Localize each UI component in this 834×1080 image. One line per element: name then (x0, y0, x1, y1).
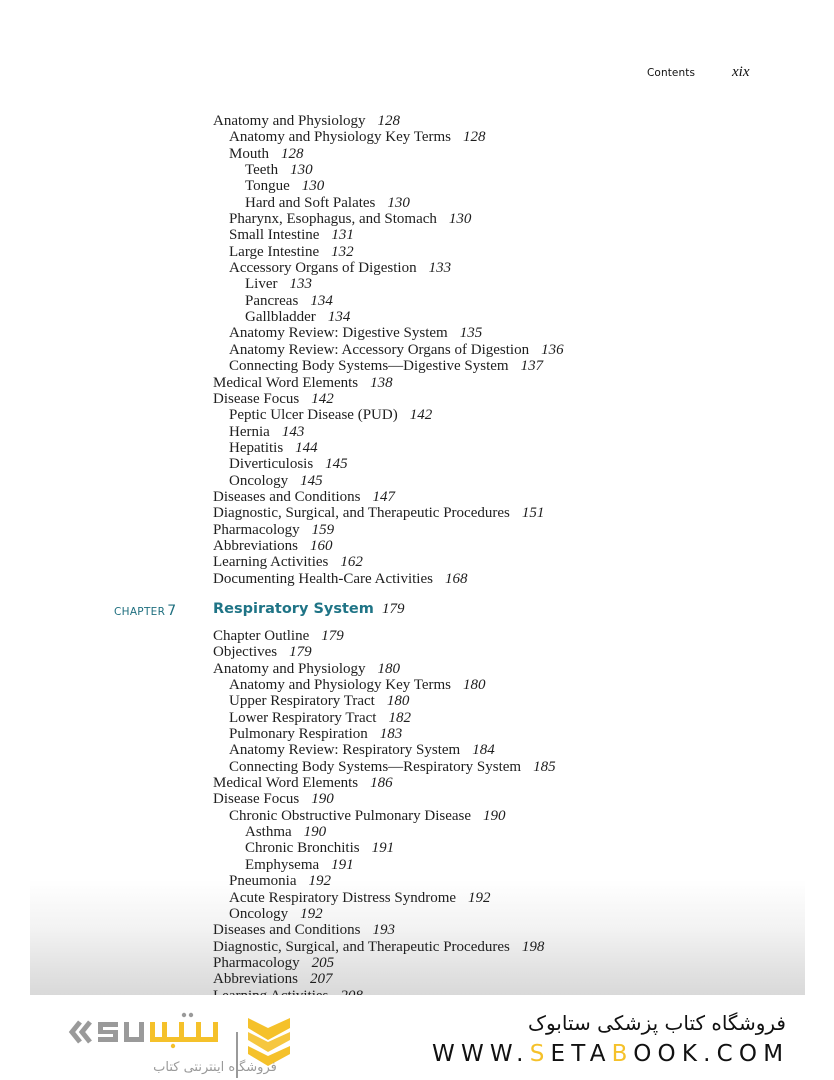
toc-entry-page: 191 (331, 856, 354, 873)
toc-entry[interactable] (213, 922, 773, 938)
toc-entry-page: 180 (463, 677, 486, 694)
toc-entry-title: Pharynx, Esophagus, and Stomach (229, 211, 437, 228)
toc-entry[interactable] (213, 628, 773, 644)
toc-entry[interactable] (213, 424, 773, 440)
toc-entry-title: Anatomy Review: Respiratory System (229, 742, 461, 759)
toc-entry-page: 136 (541, 341, 564, 358)
toc-entry-title: Objectives (213, 644, 278, 661)
toc-list-chapter-6 (213, 113, 773, 587)
toc-entry[interactable] (213, 162, 773, 178)
toc-entry-title: Documenting Health-Care Activities (213, 570, 433, 587)
toc-entry-page: 207 (309, 971, 333, 988)
toc-entry-title: Abbreviations (213, 537, 298, 554)
toc-entry-title: Hard and Soft Palates (245, 194, 376, 211)
toc-entry-page: 179 (321, 628, 344, 644)
toc-entry-page: 142 (311, 390, 334, 407)
toc-entry[interactable] (213, 489, 773, 505)
toc-entry-page: 133 (289, 276, 312, 293)
chapter-title[interactable]: Respiratory System (213, 601, 374, 617)
toc-entry-title: Oncology (229, 905, 289, 922)
toc-entry[interactable] (213, 890, 773, 906)
toc-entry-page: 192 (300, 905, 323, 922)
toc-entry-page: 182 (388, 709, 411, 726)
toc-entry-title: Chronic Obstructive Pulmonary Disease (229, 807, 472, 824)
toc-entry[interactable] (213, 113, 773, 129)
toc-entry-title: Chronic Bronchitis (245, 840, 360, 857)
toc-entry-page: 130 (290, 162, 313, 179)
toc-entry[interactable] (213, 571, 773, 587)
toc-entry[interactable] (213, 857, 773, 873)
toc-entry-page: 193 (372, 922, 395, 939)
toc-entry-title: Tongue (245, 178, 290, 195)
toc-entry[interactable] (213, 129, 773, 145)
toc-entry[interactable] (213, 808, 773, 824)
toc-entry[interactable] (213, 759, 773, 775)
toc-entry[interactable] (213, 742, 773, 758)
toc-entry[interactable] (213, 726, 773, 742)
toc-entry-title: Oncology (229, 472, 289, 489)
toc-entry-title: Large Intestine (229, 243, 320, 260)
toc-entry-title: Anatomy Review: Digestive System (229, 325, 448, 342)
toc-entry-title: Connecting Body Systems—Digestive System (229, 358, 509, 375)
toc-entry[interactable] (213, 644, 773, 660)
toc-entry-title: Diagnostic, Surgical, and Therapeutic Procedures (213, 505, 510, 522)
toc-entry-title: Anatomy Review: Accessory Organs of Digestion (229, 341, 530, 358)
logo-tagline: فروشگاه اینترنتی کتاب (153, 1060, 277, 1075)
toc-entry-page: 159 (311, 521, 335, 538)
store-url[interactable]: WWW.SETABOOK.COM (432, 1041, 790, 1067)
toc-entry[interactable] (213, 260, 773, 276)
toc-entry-title: Emphysema (245, 856, 320, 873)
toc-entry-page: 145 (300, 472, 323, 489)
toc-entry[interactable] (213, 375, 773, 391)
toc-entry-page: 135 (459, 325, 483, 342)
chapter-number: 7 (167, 603, 177, 619)
toc-entry-title: Anatomy and Physiology Key Terms (229, 677, 451, 694)
toc-entry[interactable] (213, 677, 773, 693)
toc-entry-page: 143 (281, 423, 305, 440)
toc-entry-title: Pancreas (245, 292, 299, 309)
chapter-label: CHAPTER 7 (114, 603, 177, 619)
toc-entry-title: Pneumonia (229, 873, 297, 890)
toc-entry[interactable] (213, 971, 773, 987)
toc-entry[interactable] (213, 906, 773, 922)
toc-entry-title: Anatomy and Physiology Key Terms (229, 129, 451, 146)
toc-entry[interactable] (213, 309, 773, 325)
store-name: فروشگاه کتاب پزشکی ستابوک (528, 1011, 786, 1035)
toc-entry[interactable] (213, 661, 773, 677)
toc-entry-title: Pharmacology (213, 954, 300, 971)
toc-entry-page: 130 (387, 194, 410, 211)
toc-entry[interactable] (213, 391, 773, 407)
toc-entry-title: Diseases and Conditions (213, 488, 361, 505)
toc-entry-title: Pharmacology (213, 521, 300, 538)
toc-entry-page: 180 (386, 693, 410, 710)
toc-entry-title: Peptic Ulcer Disease (PUD) (229, 407, 398, 424)
toc-entry[interactable] (213, 505, 773, 521)
toc-entry-title: Diverticulosis (229, 456, 314, 473)
toc-entry-page: 160 (309, 537, 333, 554)
toc-entry-title: Disease Focus (213, 390, 300, 407)
setabook-logo (68, 1010, 338, 1075)
toc-entry[interactable] (213, 955, 773, 971)
toc-entry-page: 162 (340, 554, 363, 571)
toc-entry[interactable] (213, 342, 773, 358)
toc-entry[interactable] (213, 227, 773, 243)
toc-entry-title: Chapter Outline (213, 628, 310, 644)
toc-entry-title: Anatomy and Physiology (213, 660, 366, 677)
toc-entry-page: 205 (311, 954, 335, 971)
toc-entry-page: 190 (483, 807, 506, 824)
toc-entry-page: 144 (295, 439, 318, 456)
toc-entry-page: 192 (468, 889, 491, 906)
toc-entry-title: Connecting Body Systems—Respiratory System (229, 758, 522, 775)
toc-entry-page: 168 (444, 570, 468, 587)
toc-entry-title: Gallbladder (245, 309, 316, 326)
toc-entry-title: Anatomy and Physiology (213, 113, 366, 129)
toc-entry[interactable] (213, 211, 773, 227)
toc-entry-page: 134 (327, 309, 351, 326)
chapter-page-number: 179 (382, 601, 405, 617)
toc-entry-page: 134 (310, 292, 333, 309)
running-head (30, 64, 805, 84)
toc-entry[interactable] (213, 538, 773, 554)
toc-entry[interactable] (213, 824, 773, 840)
running-head-page-number: xix (732, 64, 750, 80)
toc-entry[interactable] (213, 195, 773, 211)
toc-entry-page: 130 (301, 178, 325, 195)
toc-entry[interactable] (213, 146, 773, 162)
toc-entry[interactable] (213, 840, 773, 856)
toc-entry[interactable] (213, 456, 773, 472)
toc-entry-title: Lower Respiratory Tract (229, 709, 377, 726)
toc-entry-title: Diagnostic, Surgical, and Therapeutic Procedures (213, 938, 510, 955)
toc-list-chapter-7 (213, 628, 773, 1004)
toc-entry[interactable] (213, 775, 773, 791)
toc-entry[interactable] (213, 710, 773, 726)
toc-entry-page: 142 (409, 407, 433, 424)
toc-entry[interactable] (213, 554, 773, 570)
toc-entry-title: Teeth (245, 162, 279, 179)
toc-entry-title: Small Intestine (229, 227, 320, 244)
toc-entry[interactable] (213, 693, 773, 709)
toc-entry-title: Mouth (229, 145, 270, 162)
toc-entry-page: 151 (521, 505, 545, 522)
toc-entry-page: 128 (281, 145, 304, 162)
toc-entry-title: Medical Word Elements (213, 775, 359, 792)
toc-entry[interactable] (213, 440, 773, 456)
toc-entry-page: 145 (325, 456, 348, 473)
toc-entry-page: 183 (379, 726, 403, 743)
toc-entry-title: Upper Respiratory Tract (229, 693, 375, 710)
toc-entry-page: 186 (370, 775, 393, 792)
book-page (30, 0, 805, 995)
chapter-heading[interactable] (30, 601, 805, 621)
toc-entry[interactable] (213, 325, 773, 341)
toc-entry-page: 147 (372, 488, 395, 505)
toc-entry-page: 191 (371, 840, 395, 857)
toc-entry-page: 180 (377, 660, 400, 677)
toc-entry[interactable] (213, 358, 773, 374)
toc-entry-page: 128 (463, 129, 486, 146)
toc-entry[interactable] (213, 939, 773, 955)
toc-entry-page: 130 (448, 211, 472, 228)
toc-entry-title: Asthma (245, 824, 292, 841)
toc-entry-page: 133 (428, 260, 452, 277)
toc-entry-page: 179 (289, 644, 312, 661)
toc-entry[interactable] (213, 473, 773, 489)
toc-entry-page: 198 (521, 938, 545, 955)
toc-entry-page: 192 (308, 873, 331, 890)
toc-entry[interactable] (213, 293, 773, 309)
toc-entry-title: Abbreviations (213, 971, 298, 988)
toc-entry-title: Hepatitis (229, 439, 284, 456)
toc-entry[interactable] (213, 178, 773, 194)
toc-entry-page: 137 (520, 358, 544, 375)
running-head-title: Contents (647, 67, 696, 79)
toc-entry-title: Diseases and Conditions (213, 922, 361, 939)
toc-entry-page: 184 (472, 742, 495, 759)
toc-entry[interactable] (213, 276, 773, 292)
toc-entry[interactable] (213, 791, 773, 807)
toc-entry-title: Hernia (229, 423, 270, 440)
watermark-banner (0, 995, 834, 1080)
toc-entry-title: Acute Respiratory Distress Syndrome (229, 889, 457, 906)
toc-entry[interactable] (213, 244, 773, 260)
toc-entry-page: 190 (311, 791, 334, 808)
toc-entry[interactable] (213, 522, 773, 538)
toc-entry-title: Learning Activities (213, 554, 329, 571)
toc-entry-title: Medical Word Elements (213, 374, 359, 391)
toc-entry-page: 190 (303, 824, 327, 841)
toc-entry-page: 131 (331, 227, 354, 244)
toc-entry-page: 138 (370, 374, 393, 391)
toc-entry[interactable] (213, 873, 773, 889)
toc-entry-page: 128 (377, 113, 400, 129)
toc-entry[interactable] (213, 407, 773, 423)
toc-entry-page: 185 (533, 758, 556, 775)
toc-entry-page: 132 (331, 243, 354, 260)
toc-entry-title: Pulmonary Respiration (229, 726, 368, 743)
toc-entry-title: Liver (245, 276, 278, 293)
toc-entry-title: Disease Focus (213, 791, 300, 808)
toc-entry-title: Accessory Organs of Digestion (229, 260, 417, 277)
